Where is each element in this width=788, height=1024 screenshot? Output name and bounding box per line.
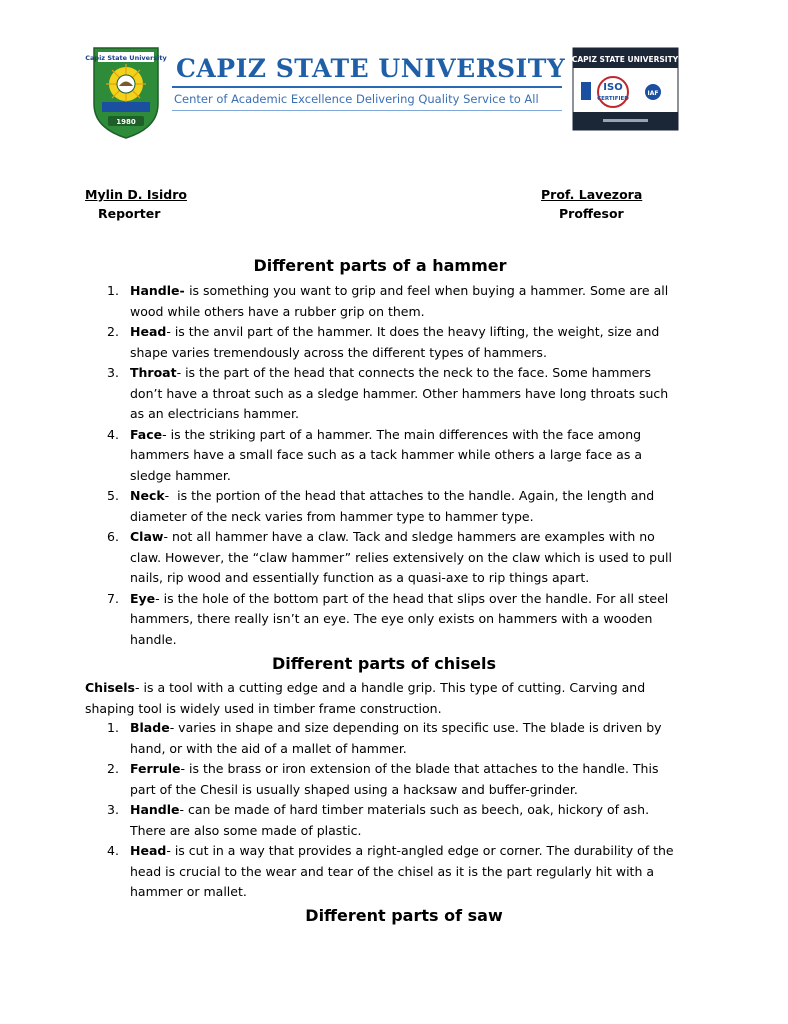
university-tagline: Center of Academic Excellence Delivering Quality Service to All	[174, 92, 539, 106]
item-text: is cut in a way that provides a right-angled edge or corner. The durability of the head is crucial to the wear and tear of the chisel as it is the part regularly hit with a hammer or mallet.	[130, 843, 674, 899]
professor-name: Prof. Lavezora	[541, 187, 643, 202]
item-number: 4.	[107, 426, 119, 442]
iso-certification-badge	[573, 48, 678, 130]
item-number: 2.	[107, 324, 119, 339]
item-separator: -	[169, 720, 179, 735]
list-item	[85, 759, 685, 800]
item-term: Head	[130, 843, 167, 858]
item-separator: -	[176, 365, 186, 380]
svg-text:CERTIFIED: CERTIFIED	[597, 96, 629, 102]
intro-term: Chisels	[85, 680, 135, 695]
item-number: 1.	[107, 283, 119, 298]
item-term: Handle	[130, 283, 180, 298]
saw-section-heading: Different parts of saw	[305, 906, 503, 925]
list-item	[85, 718, 685, 759]
item-separator: -	[163, 529, 172, 544]
item-number: 2.	[107, 761, 119, 776]
item-number: 5.	[107, 488, 119, 503]
item-text: is the portion of the head that attaches to the handle. Again, the length and diameter of the neck varies from hammer type to hammer type.	[130, 488, 655, 524]
intro-text: - is a tool with a cutting edge and a handle grip. This type of cutting. Carving and shaping tool is widely used in timber frame construction.	[85, 680, 646, 716]
university-seal-logo	[85, 44, 167, 140]
item-number: 6.	[107, 529, 119, 544]
item-separator: -	[180, 761, 189, 776]
svg-text:ISO: ISO	[603, 82, 623, 93]
item-separator: -	[179, 283, 190, 298]
item-text: is the part of the head that connects the neck to the face. Some hammers don’t have a throat such as a sledge hammer. Other hammers have long throats such as an electricians hammer.	[130, 365, 669, 421]
item-term: Handle	[130, 802, 180, 817]
item-term: Throat	[130, 365, 177, 380]
item-number: 4.	[107, 843, 119, 858]
chisel-parts-list	[85, 718, 685, 903]
item-text: varies in shape and size depending on its specific use. The blade is driven by hand, or with the aid of a mallet of hammer.	[130, 720, 662, 756]
item-number: 3.	[107, 802, 119, 817]
hammer-parts-list	[85, 281, 685, 650]
header-divider-thin	[172, 110, 562, 111]
item-term: Face	[130, 426, 163, 442]
item-separator: -	[179, 802, 188, 817]
item-term: Eye	[130, 590, 156, 606]
item-text: is the anvil part of the hammer. It does the heavy lifting, the weight, size and shape varies tremendously across the different types of hammers.	[130, 324, 660, 360]
item-number: 7.	[107, 590, 119, 606]
list-item	[85, 322, 685, 363]
list-item	[85, 363, 685, 425]
svg-text:IAF: IAF	[647, 90, 659, 97]
reporter-name: Mylin D. Isidro	[85, 187, 187, 202]
item-separator: -	[164, 488, 178, 503]
hammer-section-heading: Different parts of a hammer	[253, 256, 507, 275]
list-item	[85, 425, 685, 487]
header-divider	[172, 86, 562, 88]
list-item	[85, 800, 685, 841]
list-item	[85, 281, 685, 322]
reporter-role: Reporter	[98, 206, 161, 221]
item-term: Head	[130, 324, 167, 339]
chisels-intro	[85, 678, 685, 719]
item-separator: -	[166, 324, 175, 339]
item-text: not all hammer have a claw. Tack and sledge hammers are examples with no claw. However, the “claw hammer” relies extensively on the claw which is used to pull nails, rip wood and essentially function as a quasi-axe to rip things apart.	[130, 529, 672, 585]
list-item	[85, 841, 685, 903]
professor-role: Proffesor	[559, 206, 624, 221]
item-text: is the hole of the bottom part of the head that slips over the handle. For all steel hammers, there really isn’t an eye. The eye only exists on hammers with a wooden handle.	[130, 590, 669, 647]
item-separator: -	[166, 843, 175, 858]
item-text: is something you want to grip and feel when buying a hammer. Some are all wood while others have a rubber grip on them.	[130, 283, 669, 319]
svg-text:1980: 1980	[116, 118, 136, 126]
item-separator: -	[155, 590, 164, 606]
item-text: is the brass or iron extension of the blade that attaches to the handle. This part of the Chesil is usually shaped using a hacksaw and buffer-grinder.	[130, 761, 659, 797]
item-number: 1.	[107, 720, 119, 735]
svg-text:Capiz State University: Capiz State University	[85, 54, 167, 62]
item-term: Blade	[130, 720, 170, 735]
list-item	[85, 486, 685, 527]
svg-text:CAPIZ STATE UNIVERSITY: CAPIZ STATE UNIVERSITY	[571, 55, 679, 64]
item-term: Neck	[130, 488, 165, 503]
university-name: CAPIZ STATE UNIVERSITY	[176, 54, 566, 83]
item-text: can be made of hard timber materials such as beech, oak, hickory of ash. There are also some made of plastic.	[130, 802, 650, 838]
item-number: 3.	[107, 365, 119, 380]
chisels-section-heading: Different parts of chisels	[271, 654, 497, 673]
item-text: is the striking part of a hammer. The main differences with the face among hammers have a small face such as a tack hammer while others a large face as a sledge hammer.	[130, 426, 642, 483]
item-separator: -	[162, 426, 171, 442]
item-term: Claw	[130, 529, 164, 544]
list-item	[85, 589, 685, 651]
list-item	[85, 527, 685, 589]
item-term: Ferrule	[130, 761, 181, 776]
